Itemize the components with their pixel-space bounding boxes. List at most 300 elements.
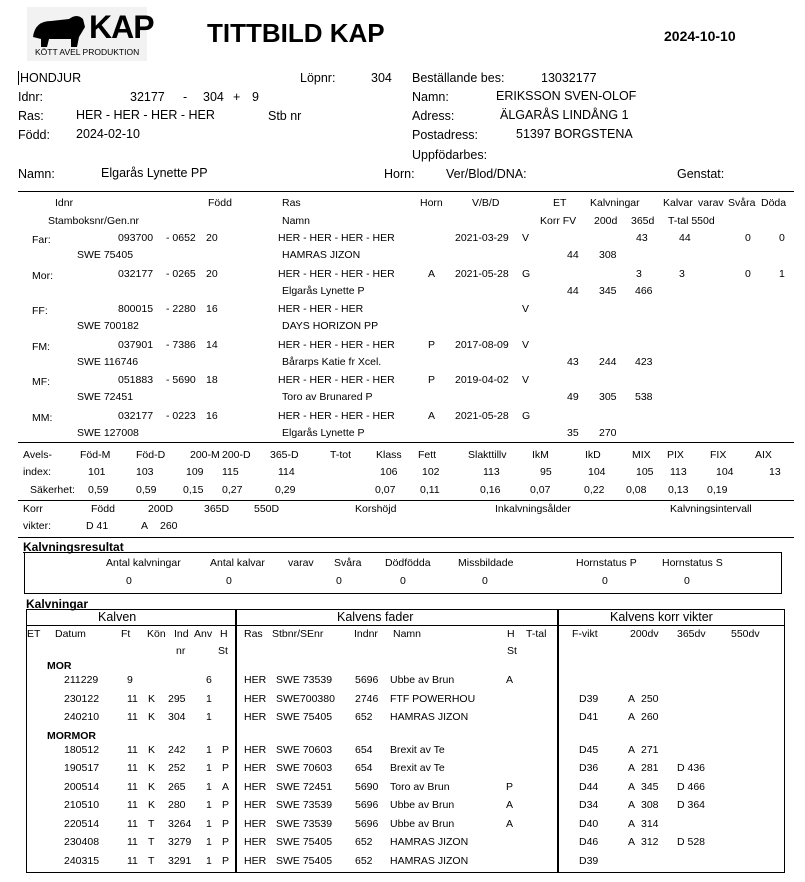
calving-anv: 1 xyxy=(206,854,212,867)
pedigree-mf-vbd: V xyxy=(522,374,530,386)
korr-200dv: 312 xyxy=(641,836,659,848)
kalvningar-col-indnr: Indnr xyxy=(354,628,378,640)
sire-horn: A xyxy=(506,674,514,686)
sire-namn: FTF POWERHOU xyxy=(390,692,476,705)
korr-200dv: 314 xyxy=(641,817,659,830)
avel-col-header: IkM xyxy=(532,449,549,461)
calving-ind: 304 xyxy=(168,711,186,723)
kalvningar-col-stbnr: Stbnr/SEnr xyxy=(272,628,324,640)
col-varav: varav xyxy=(698,197,724,209)
calving-kon: T xyxy=(148,854,155,867)
korr-fvikt: D44 xyxy=(579,780,599,793)
avel-sakerhet-value: 0,16 xyxy=(480,484,501,496)
calving-kon: K xyxy=(148,743,156,756)
pedigree-mm-date: 2021-05-28 xyxy=(455,409,509,422)
sire-stbnr: SWE 75405 xyxy=(276,711,333,723)
result-col-header: Antal kalvningar xyxy=(106,557,181,569)
calving-ind: 3291 xyxy=(168,854,192,867)
kalvningar-col-h: H xyxy=(220,628,228,640)
calving-datum: 220514 xyxy=(64,817,100,830)
avel-col-header: AIX xyxy=(755,449,772,461)
korr-365dv: D 466 xyxy=(677,780,706,793)
avel-index-value: 105 xyxy=(636,466,654,478)
pedigree-fm-vbd: V xyxy=(522,338,530,351)
pedigree-far-idnr: 093700 xyxy=(118,232,154,244)
korr-200dv: 271 xyxy=(641,743,659,756)
ras-label: Ras: xyxy=(18,109,44,123)
avel-label: Avels- xyxy=(23,449,52,461)
pedigree-ff-fodd: 16 xyxy=(206,303,218,315)
fader-heading: Kalvens fader xyxy=(337,610,414,624)
pedigree-ff-gennr: - 2280 xyxy=(166,303,196,315)
calving-ft: 11 xyxy=(127,780,138,793)
avel-col-header: Föd-D xyxy=(136,449,166,461)
sire-namn: Ubbe av Brun xyxy=(390,799,455,811)
avel-sakerhet-value: 0,07 xyxy=(375,484,396,496)
result-col-value: 0 xyxy=(400,575,406,587)
avel-sakerhet-value: 0,13 xyxy=(668,484,689,496)
pedigree-mor-svara: 0 xyxy=(745,267,751,280)
fodd-label: Född: xyxy=(18,128,50,142)
calving-horn: P xyxy=(222,854,230,867)
korr-200-value: 260 xyxy=(160,520,178,532)
avel-index-value: 114 xyxy=(278,466,295,478)
pedigree-mor-horn: A xyxy=(428,267,436,280)
korr-fvikt: D46 xyxy=(579,836,599,848)
index-label: index: xyxy=(23,466,52,478)
sire-indnr: 652 xyxy=(355,854,373,867)
pedigree-mm-label: MM: xyxy=(32,411,53,424)
pedigree-mm-fodd: 16 xyxy=(206,409,218,422)
kalvningar-col-anv: Anv xyxy=(194,628,213,640)
kalvningar-col-namn: Namn xyxy=(393,628,422,640)
avel-col-header: Slakttillv xyxy=(468,449,507,461)
result-col-header: Missbildade xyxy=(458,557,514,569)
pedigree-fm-200d: 244 xyxy=(599,355,617,368)
sire-stbnr: SWE700380 xyxy=(276,692,335,705)
calving-ind: 3279 xyxy=(168,836,192,848)
calving-kon: K xyxy=(148,692,156,705)
pedigree-far-kalvar: 44 xyxy=(679,232,691,244)
korr-200dv: 250 xyxy=(641,692,659,705)
avel-col-header: Fett xyxy=(418,449,437,461)
pedigree-far-date: 2021-03-29 xyxy=(455,232,509,244)
sire-stbnr: SWE 70603 xyxy=(276,743,333,756)
calving-anv: 1 xyxy=(206,711,212,723)
sire-ras: HER xyxy=(244,836,267,848)
calving-kon: K xyxy=(148,780,156,793)
korr-200-grade: A xyxy=(628,743,636,756)
owner-name-label: Namn: xyxy=(412,90,449,104)
avel-sakerhet-value: 0,11 xyxy=(420,484,440,496)
pedigree-mf-horn: P xyxy=(428,374,436,386)
pedigree-mor-fodd: 20 xyxy=(206,267,218,280)
pedigree-mor-korr-fv: 44 xyxy=(567,284,579,297)
calving-horn: P xyxy=(222,836,230,848)
avel-sakerhet-value: 0,08 xyxy=(626,484,647,496)
korr-col-fodd: Född xyxy=(91,503,115,515)
korshojd-label: Korshöjd xyxy=(355,503,397,515)
calving-anv: 1 xyxy=(206,743,212,756)
avel-index-value: 103 xyxy=(136,466,154,478)
avel-sakerhet-value: 0,29 xyxy=(275,484,296,496)
pedigree-mf-ras: HER - HER - HER - HER xyxy=(278,374,395,386)
sire-stbnr: SWE 75405 xyxy=(276,836,333,848)
group-label: MOR xyxy=(47,660,72,672)
result-col-value: 0 xyxy=(226,575,232,587)
korr-col-200d: 200D xyxy=(148,503,174,515)
pedigree-mor-namn: Elgarås Lynette P xyxy=(282,284,365,297)
result-col-header: Antal kalvar xyxy=(210,557,265,569)
avel-index-value: 104 xyxy=(588,466,606,478)
calving-ft: 11 xyxy=(127,743,138,756)
korr-200-grade: A xyxy=(141,520,149,532)
pedigree-mm-vbd: G xyxy=(522,409,531,422)
logo-text: KAP xyxy=(89,9,154,45)
korr-200dv: 308 xyxy=(641,799,659,811)
adress-value: ÄLGARÅS LINDÅNG 1 xyxy=(500,108,629,122)
pedigree-ff-namn: DAYS HORIZON PP xyxy=(282,320,379,332)
avel-col-header: 365-D xyxy=(270,449,299,461)
korr-col-365d: 365D xyxy=(204,503,230,515)
calving-kon: K xyxy=(148,762,156,774)
pedigree-mf-idnr: 051883 xyxy=(118,374,154,386)
pedigree-fm-idnr: 037901 xyxy=(118,338,154,351)
lopnr-value: 304 xyxy=(371,71,392,85)
kalvningsintervall-label: Kalvningsintervall xyxy=(670,503,752,515)
pedigree-fm-label: FM: xyxy=(32,340,51,353)
avel-col-header: 200-M xyxy=(190,449,220,461)
pedigree-fm-ras: HER - HER - HER - HER xyxy=(278,338,395,351)
korr-200dv: 260 xyxy=(641,711,659,723)
avel-col-header: MIX xyxy=(632,449,651,461)
pedigree-mor-gennr: - 0265 xyxy=(166,267,196,280)
report-date: 2024-10-10 xyxy=(664,28,736,44)
pedigree-fm-365d: 423 xyxy=(635,355,653,368)
bes-label: Beställande bes: xyxy=(412,71,505,85)
avel-index-value: 95 xyxy=(540,466,552,478)
avel-sakerhet-value: 0,27 xyxy=(222,484,243,496)
korr-fvikt: D41 xyxy=(579,711,599,723)
calving-kon: T xyxy=(148,836,155,848)
korr-200-grade: A xyxy=(628,692,636,705)
calving-anv: 6 xyxy=(206,674,212,686)
avel-col-header: Föd-M xyxy=(80,449,111,461)
result-col-header: Dödfödda xyxy=(385,557,431,569)
result-col-value: 0 xyxy=(336,575,342,587)
sire-namn: Brexit av Te xyxy=(390,762,445,774)
pedigree-far-svara: 0 xyxy=(745,232,751,244)
avel-sakerhet-value: 0,07 xyxy=(530,484,551,496)
sire-indnr: 5696 xyxy=(355,799,379,811)
idnr-part-c: 9 xyxy=(252,90,259,104)
result-col-value: 0 xyxy=(684,575,690,587)
sakerhet-label: Säkerhet: xyxy=(30,484,75,496)
owner-name: ERIKSSON SVEN-OLOF xyxy=(496,89,637,103)
animal-name-label: Namn: xyxy=(18,167,55,181)
calving-horn: A xyxy=(222,780,230,793)
pedigree-fm-gennr: - 7386 xyxy=(166,338,196,351)
postadress-value: 51397 BORGSTENA xyxy=(516,127,633,141)
kalvningar-col-fst: St xyxy=(507,645,517,657)
korr-200-grade: A xyxy=(628,762,636,774)
sire-namn: Brexit av Te xyxy=(390,743,445,756)
calving-ind: 3264 xyxy=(168,817,192,830)
result-col-value: 0 xyxy=(126,575,132,587)
col-ras: Ras xyxy=(282,197,301,209)
uppfodarbes-label: Uppfödarbes: xyxy=(412,148,488,162)
col-horn: Horn xyxy=(420,197,443,209)
pedigree-fm-korr-fv: 43 xyxy=(567,355,579,368)
avel-col-header: Klass xyxy=(376,449,402,461)
kalvningar-col-ras: Ras xyxy=(244,628,263,640)
pedigree-ff-idnr: 800015 xyxy=(118,303,154,315)
pedigree-mf-korr-fv: 49 xyxy=(567,391,579,403)
sire-namn: Toro av Brun xyxy=(390,780,450,793)
pedigree-ff-vbd: V xyxy=(522,303,530,315)
calving-horn: P xyxy=(222,743,230,756)
pedigree-far-gennr: - 0652 xyxy=(166,232,196,244)
avel-sakerhet-value: 0,59 xyxy=(88,484,109,496)
idnr-label: Idnr: xyxy=(18,90,44,104)
korr-fvikt: D36 xyxy=(579,762,599,774)
kalvningar-col-ind: Ind xyxy=(174,628,189,640)
avel-sakerhet-value: 0,59 xyxy=(136,484,157,496)
sire-horn: P xyxy=(506,780,514,793)
pedigree-mor-vbd: G xyxy=(522,267,531,280)
sire-indnr: 2746 xyxy=(355,692,379,705)
pedigree-mm-horn: A xyxy=(428,409,436,422)
calving-ind: 252 xyxy=(168,762,186,774)
sire-ras: HER xyxy=(244,711,267,723)
avel-sakerhet-value: 0,19 xyxy=(707,484,728,496)
korr-col-550d: 550D xyxy=(254,503,280,515)
sire-namn: HAMRAS JIZON xyxy=(390,711,469,723)
kalvningar-col-kon: Kön xyxy=(147,628,166,640)
sire-ras: HER xyxy=(244,762,267,774)
pedigree-mf-stambok: SWE 72451 xyxy=(77,391,134,403)
korr-label: Korr xyxy=(23,503,43,515)
pedigree-mm-idnr: 032177 xyxy=(118,409,154,422)
calving-ft: 9 xyxy=(127,674,133,686)
pedigree-mor-kalvningar: 3 xyxy=(636,267,642,280)
col-namn: Namn xyxy=(282,215,311,227)
result-col-header: Hornstatus S xyxy=(662,557,723,569)
korr-200dv: 345 xyxy=(641,780,659,793)
pedigree-mf-365d: 538 xyxy=(635,391,653,403)
korr-365dv: D 528 xyxy=(677,836,706,848)
sire-indnr: 5696 xyxy=(355,674,379,686)
vikter-heading: Kalvens korr vikter xyxy=(610,610,713,624)
calving-ft: 11 xyxy=(127,836,138,848)
pedigree-mm-namn: Elgarås Lynette P xyxy=(282,426,365,439)
calving-datum: 240315 xyxy=(64,854,100,867)
pedigree-far-fodd: 20 xyxy=(206,232,218,244)
avel-col-header: FIX xyxy=(710,449,727,461)
kalvningar-col-ttal: T-tal xyxy=(526,628,547,640)
sire-namn: Ubbe av Brun xyxy=(390,674,455,686)
sire-indnr: 654 xyxy=(355,762,373,774)
col-stambok: Stamboksnr/Gen.nr xyxy=(48,215,140,227)
calving-anv: 1 xyxy=(206,780,212,793)
divider xyxy=(26,625,785,626)
calving-ft: 11 xyxy=(127,762,138,774)
calving-ind: 280 xyxy=(168,799,186,811)
kalvningar-title: Kalvningar xyxy=(26,597,89,611)
idnr-plus: + xyxy=(233,90,241,104)
logo-subtitle: KÖTT AVEL PRODUKTION xyxy=(35,47,140,57)
pedigree-mor-200d: 345 xyxy=(599,284,617,297)
korr-fvikt: D39 xyxy=(579,692,599,705)
avel-index-value: 13 xyxy=(769,466,781,478)
divider xyxy=(18,537,794,538)
sire-ras: HER xyxy=(244,743,267,756)
kalvningar-col-st: St xyxy=(218,645,228,657)
avel-col-header: PIX xyxy=(667,449,684,461)
calving-datum: 190517 xyxy=(64,762,100,774)
pedigree-mf-date: 2019-04-02 xyxy=(455,374,509,386)
pedigree-mor-365d: 466 xyxy=(635,284,653,297)
avel-col-header: IkD xyxy=(585,449,601,461)
kalven-heading: Kalven xyxy=(98,610,137,624)
pedigree-mor-date: 2021-05-28 xyxy=(455,267,509,280)
col-idnr: Idnr xyxy=(55,197,74,209)
sire-stbnr: SWE 72451 xyxy=(276,780,333,793)
calving-datum: 240210 xyxy=(64,711,100,723)
sire-stbnr: SWE 73539 xyxy=(276,674,333,686)
calving-anv: 1 xyxy=(206,762,212,774)
calving-ft: 11 xyxy=(127,817,138,830)
fodd-value: 2024-02-10 xyxy=(76,127,140,141)
pedigree-mm-ras: HER - HER - HER - HER xyxy=(278,409,395,422)
bes-value: 13032177 xyxy=(541,71,597,85)
calving-datum: 210510 xyxy=(64,799,100,811)
pedigree-mf-gennr: - 5690 xyxy=(166,374,196,386)
result-col-value: 0 xyxy=(482,575,488,587)
animal-name: Elgarås Lynette PP xyxy=(101,166,208,180)
col-fodd: Född xyxy=(208,197,232,209)
avel-col-header: 200-D xyxy=(222,449,251,461)
idnr-part-a: 32177 xyxy=(130,90,165,104)
avel-sakerhet-value: 0,15 xyxy=(183,484,204,496)
sire-indnr: 5690 xyxy=(355,780,379,793)
pedigree-ff-ras: HER - HER - HER xyxy=(278,303,364,315)
avel-sakerhet-value: 0,22 xyxy=(584,484,605,496)
col-svara: Svåra xyxy=(728,197,756,209)
divider xyxy=(18,500,794,501)
pedigree-far-korr-fv: 44 xyxy=(567,249,579,261)
pedigree-far-doda: 0 xyxy=(779,232,785,244)
vbd-label: Ver/Blod/DNA: xyxy=(446,167,527,181)
page-title: TITTBILD KAP xyxy=(207,18,385,48)
horn-label: Horn: xyxy=(384,167,415,181)
korr-200-grade: A xyxy=(628,817,636,830)
korr-fodd-value: D 41 xyxy=(86,520,109,532)
avel-index-value: 113 xyxy=(483,466,500,478)
avel-index-value: 115 xyxy=(222,466,239,478)
group-label: MORMOR xyxy=(47,729,96,742)
avel-index-value: 109 xyxy=(186,466,204,478)
sire-ras: HER xyxy=(244,854,267,867)
sire-indnr: 652 xyxy=(355,711,373,723)
calving-ind: 265 xyxy=(168,780,186,793)
sire-horn: A xyxy=(506,817,514,830)
pedigree-mor-label: Mor: xyxy=(32,269,53,282)
sire-indnr: 652 xyxy=(355,836,373,848)
sire-stbnr: SWE 73539 xyxy=(276,799,333,811)
sire-ras: HER xyxy=(244,780,267,793)
pedigree-fm-fodd: 14 xyxy=(206,338,218,351)
genstat-label: Genstat: xyxy=(677,167,725,181)
pedigree-mm-gennr: - 0223 xyxy=(166,409,196,422)
calving-kon: K xyxy=(148,799,156,811)
sire-indnr: 5696 xyxy=(355,817,379,830)
sire-namn: HAMRAS JIZON xyxy=(390,836,469,848)
kalvningar-col-fh: H xyxy=(507,628,515,640)
lopnr-label: Löpnr: xyxy=(300,71,336,85)
korr-200-grade: A xyxy=(628,780,636,793)
calving-datum: 180512 xyxy=(64,743,100,756)
korr-200-grade: A xyxy=(628,836,636,848)
avel-index-value: 102 xyxy=(422,466,440,478)
inkalvningsalder-label: Inkalvningsålder xyxy=(495,503,571,515)
avel-index-value: 104 xyxy=(716,466,734,478)
col-doda: Döda xyxy=(761,197,787,209)
calving-horn: P xyxy=(222,799,230,811)
calving-ind: 242 xyxy=(168,743,186,756)
stbnr-label: Stb nr xyxy=(268,109,302,123)
korr-fvikt: D34 xyxy=(579,799,599,811)
idnr-dash: - xyxy=(183,90,188,104)
result-col-header: Hornstatus P xyxy=(576,557,637,569)
col-200d: 200d xyxy=(594,215,618,227)
sire-stbnr: SWE 75405 xyxy=(276,854,333,867)
kalvningar-col-ft: Ft xyxy=(121,628,131,640)
col-et: ET xyxy=(553,197,567,209)
calving-horn: P xyxy=(222,817,230,830)
col-vbd: V/B/D xyxy=(472,197,500,209)
calving-ft: 11 xyxy=(127,854,138,867)
pedigree-mor-idnr: 032177 xyxy=(118,267,154,280)
col-korr-fv: Korr FV xyxy=(540,215,577,227)
calving-datum: 200514 xyxy=(64,780,100,793)
korr-fvikt: D45 xyxy=(579,743,599,756)
calving-datum: 230122 xyxy=(64,692,100,705)
pedigree-far-ras: HER - HER - HER - HER xyxy=(278,232,395,244)
kalvningar-col-d365: 365dv xyxy=(677,628,706,640)
kalvningar-col-datum: Datum xyxy=(55,628,86,640)
pedigree-mm-stambok: SWE 127008 xyxy=(77,426,139,439)
pedigree-far-kalvningar: 43 xyxy=(636,232,648,244)
sire-ras: HER xyxy=(244,692,267,705)
divider xyxy=(18,191,794,192)
pedigree-fm-date: 2017-08-09 xyxy=(455,338,509,351)
calving-ft: 11 xyxy=(127,711,138,723)
col-kalvar: Kalvar xyxy=(663,197,693,209)
pedigree-mf-label: MF: xyxy=(32,376,51,388)
pedigree-mor-ras: HER - HER - HER - HER xyxy=(278,267,395,280)
korr-365dv: D 364 xyxy=(677,799,706,811)
sire-ras: HER xyxy=(244,817,267,830)
sire-ras: HER xyxy=(244,799,267,811)
result-col-header: varav xyxy=(288,557,314,569)
calving-anv: 1 xyxy=(206,836,212,848)
calving-ft: 11 xyxy=(127,799,138,811)
korr-365dv: D 436 xyxy=(677,762,706,774)
sire-ras: HER xyxy=(244,674,267,686)
pedigree-fm-namn: Bårarps Katie fr Xcel. xyxy=(282,355,382,368)
pedigree-mf-fodd: 18 xyxy=(206,374,218,386)
